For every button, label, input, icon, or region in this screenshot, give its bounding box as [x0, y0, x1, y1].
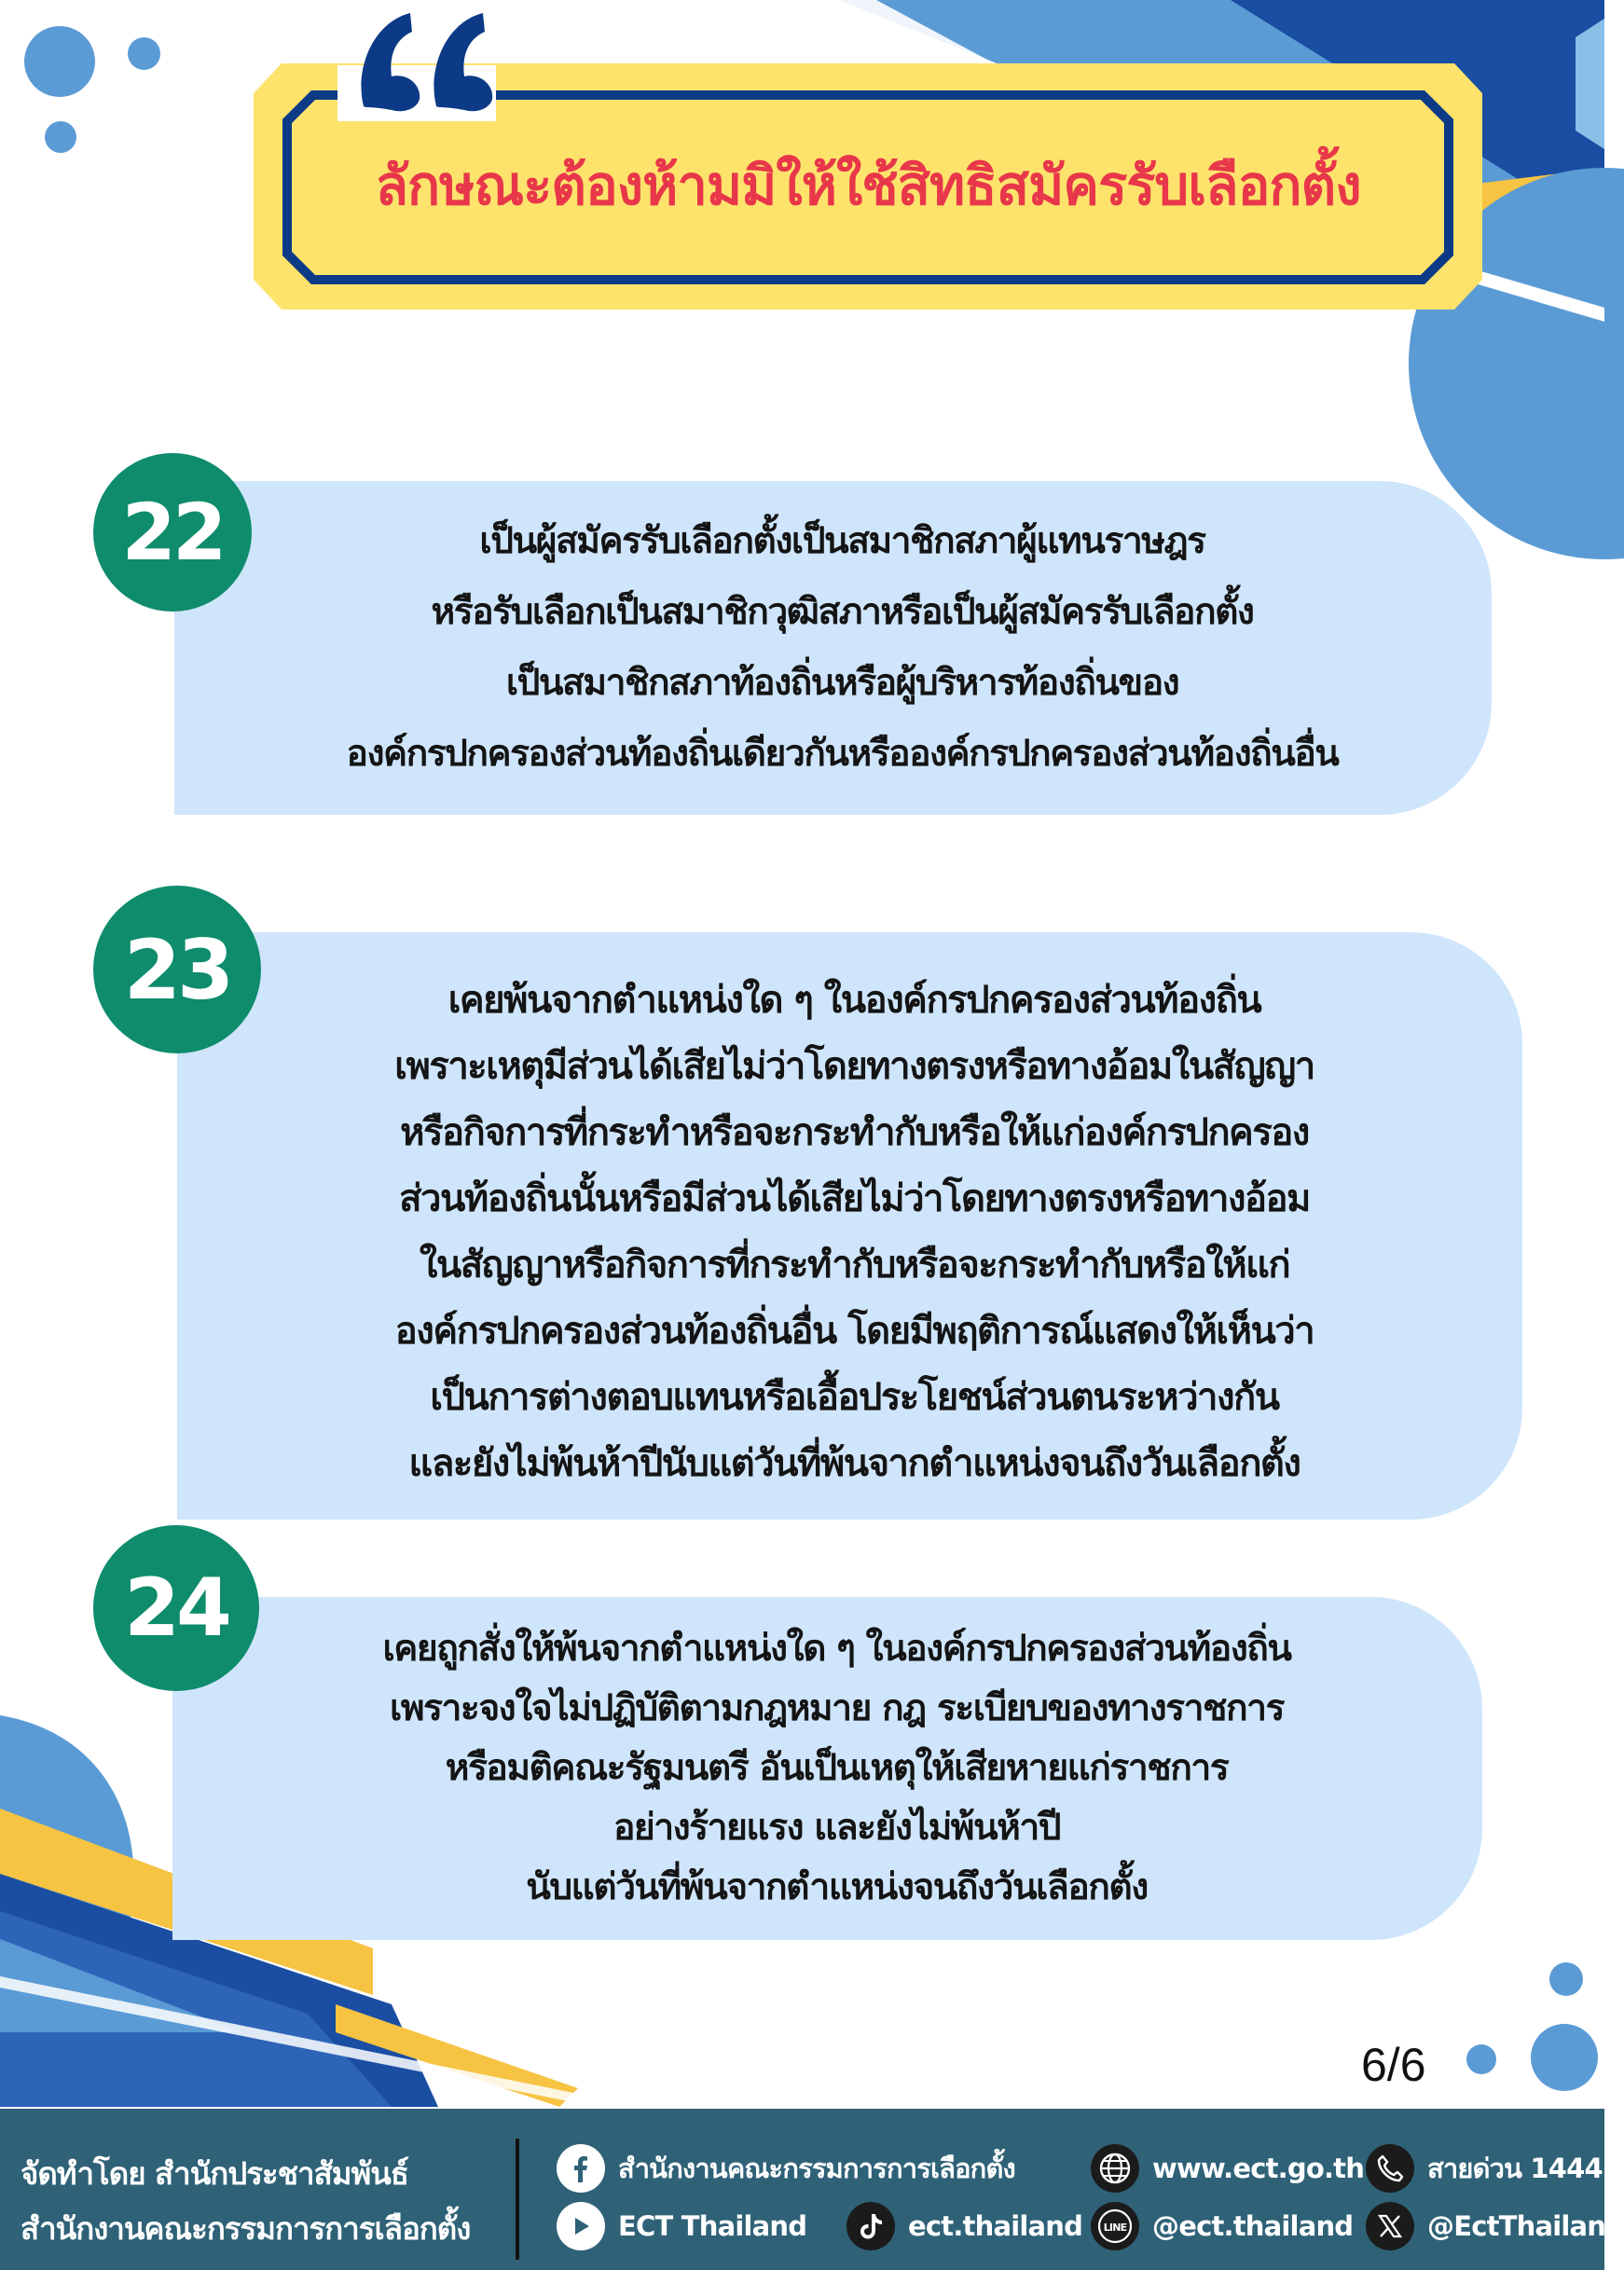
item-line: และยังไม่พ้นห้าปีนับแต่วันที่พ้นจากตำแหน่งจนถึงวันเลือกตั้ง: [408, 1442, 1301, 1485]
item-line: เป็นสมาชิกสภาท้องถิ่นหรือผู้บริหารท้องถิ่นของ: [505, 662, 1179, 704]
tiktok-icon: [846, 2202, 895, 2250]
decor-dot: [1549, 1962, 1583, 1996]
item-line: เพราะจงใจไม่ปฏิบัติตามกฎหมาย กฎ ระเบียบของทางราชการ: [390, 1687, 1284, 1729]
item-line: เพราะเหตุมีส่วนได้เสียไม่ว่าโดยทางตรงหรือทางอ้อมในสัญญา: [394, 1045, 1314, 1088]
item-line: องค์กรปกครองส่วนท้องถิ่นอื่น โดยมีพฤติการณ์แสดงให้เห็นว่า: [394, 1310, 1314, 1353]
facebook-link[interactable]: [557, 2144, 1015, 2193]
hotline-label: สายด่วน 1444: [1427, 2153, 1603, 2184]
tiktok-link[interactable]: [846, 2202, 1082, 2250]
item-line: หรือกิจการที่กระทำหรือจะกระทำกับหรือให้แก่องค์กรปกครอง: [400, 1111, 1309, 1154]
youtube-icon: [557, 2202, 605, 2250]
footer-org-line-1: จัดทำโดย สำนักประชาสัมพันธ์: [21, 2155, 408, 2192]
item-line: หรือมติคณะรัฐมนตรี อันเป็นเหตุให้เสียหายแก่ราชการ: [445, 1747, 1229, 1789]
facebook-label: สำนักงานคณะกรรมการการเลือกตั้ง: [618, 2153, 1015, 2184]
facebook-icon: [557, 2144, 605, 2193]
item-line: เป็นผู้สมัครรับเลือกตั้งเป็นสมาชิกสภาผู้แทนราษฎร: [479, 520, 1205, 562]
footer-org-line-2: สำนักงานคณะกรรมการการเลือกตั้ง: [21, 2210, 471, 2247]
decor-dot: [1531, 2024, 1598, 2091]
title-banner: [254, 28, 1482, 310]
item-line: อย่างร้ายแรง และยังไม่พ้นห้าปี: [612, 1807, 1061, 1849]
line-icon: [1091, 2202, 1139, 2250]
item-line: หรือรับเลือกเป็นสมาชิกวุฒิสภาหรือเป็นผู้สมัครรับเลือกตั้ง: [431, 591, 1254, 633]
page-title: ลักษณะต้องห้ามมิให้ใช้สิทธิสมัครรับเลือกตั้ง: [375, 154, 1361, 217]
item-card-23: [177, 932, 1522, 1520]
item-text: [385, 955, 1314, 1497]
item-text: [328, 506, 1339, 790]
item-number-badge: 24: [93, 1525, 259, 1691]
item-number-badge: 22: [93, 453, 252, 612]
item-line: ในสัญญาหรือกิจการที่กระทำกับหรือจะกระทำกับหรือให้แก่: [419, 1244, 1290, 1286]
line-link[interactable]: [1091, 2202, 1353, 2250]
item-line: นับแต่วันที่พ้นจากตำแหน่งจนถึงวันเลือกตั้ง: [526, 1866, 1148, 1908]
x-label: @EctThailand: [1427, 2210, 1624, 2242]
line-label: @ect.thailand: [1152, 2210, 1354, 2242]
item-line: เป็นการต่างตอบแทนหรือเอื้อประโยชน์ส่วนตนระหว่างกัน: [430, 1376, 1279, 1419]
svg-text:LINE: LINE: [1103, 2222, 1127, 2234]
footer-divider: [516, 2139, 519, 2260]
globe-icon: [1091, 2144, 1139, 2193]
website-link[interactable]: [1091, 2144, 1364, 2193]
youtube-label: ECT Thailand: [618, 2210, 807, 2242]
x-icon: [1366, 2202, 1414, 2250]
item-card-24: [172, 1597, 1482, 1940]
website-label: www.ect.go.th: [1152, 2153, 1365, 2184]
x-link[interactable]: [1366, 2202, 1624, 2250]
decor-dot: [128, 37, 160, 70]
hotline-link[interactable]: [1366, 2144, 1603, 2193]
item-card-22: [174, 481, 1492, 815]
quote-icon: [354, 4, 503, 106]
tiktok-label: ect.thailand: [908, 2210, 1083, 2242]
phone-icon: [1366, 2144, 1414, 2193]
page-indicator: 6/6: [1361, 2039, 1426, 2091]
item-line: ส่วนท้องถิ่นนั้นหรือมีส่วนได้เสียไม่ว่าโดยทางตรงหรือทางอ้อม: [399, 1177, 1310, 1220]
item-line: องค์กรปกครองส่วนท้องถิ่นเดียวกันหรือองค์กรปกครองส่วนท้องถิ่นอื่น: [346, 733, 1339, 775]
item-line: เคยถูกสั่งให้พ้นจากตำแหน่งใด ๆ ในองค์กรปกครองส่วนท้องถิ่น: [382, 1628, 1291, 1670]
youtube-link[interactable]: [557, 2202, 806, 2250]
item-text: [364, 1619, 1290, 1918]
decor-dot: [1466, 2044, 1496, 2074]
item-number-badge: 23: [93, 886, 261, 1053]
item-line: เคยพ้นจากตำแหน่งใด ๆ ในองค์กรปกครองส่วนท้องถิ่น: [447, 979, 1261, 1022]
decor-dot: [45, 121, 76, 153]
decor-dot: [24, 26, 95, 97]
